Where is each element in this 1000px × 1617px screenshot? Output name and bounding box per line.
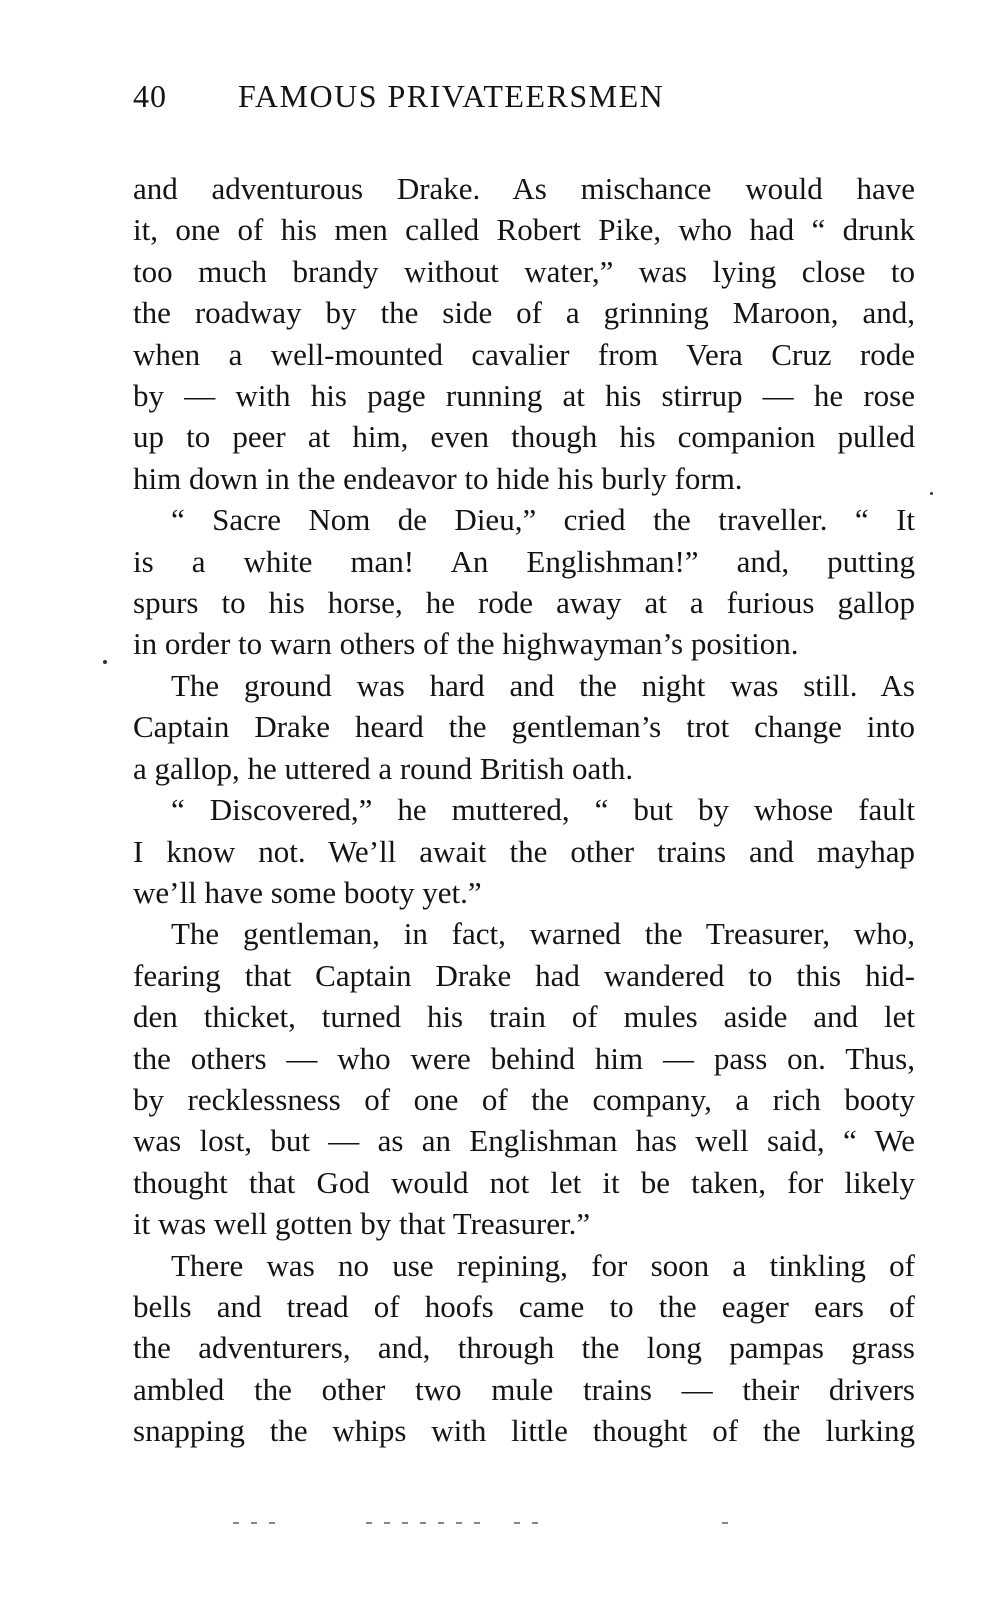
text-line: in order to warn others of the highwayman’s position. — [133, 626, 799, 662]
text-line: den thicket, turned his train of mules aside and let — [133, 999, 915, 1035]
text-line: is a white man! An Englishman!” and, putting — [133, 543, 915, 579]
text-line: “ Discovered,” he muttered, “ but by whose fault — [171, 792, 915, 828]
scan-artifact — [233, 1522, 285, 1524]
text-line: thought that God would not let it be taken, for likely — [133, 1164, 915, 1200]
text-line: spurs to his horse, he rode away at a furious gallop — [133, 585, 915, 621]
scan-artifact — [514, 1522, 544, 1524]
page-number: 40 — [133, 78, 167, 114]
text-line: the roadway by the side of a grinning Maroon, and, — [133, 295, 915, 331]
body-text — [133, 168, 915, 1452]
text-line: was lost, but — as an Englishman has well said, “ We — [133, 1123, 915, 1159]
text-line: The gentleman, in fact, warned the Treasurer, who, — [171, 916, 915, 952]
text-line: There was no use repining, for soon a tinkling of — [171, 1247, 915, 1283]
scan-artifact — [722, 1522, 732, 1524]
text-line: ambled the other two mule trains — their drivers — [133, 1371, 915, 1407]
text-line: too much brandy without water,” was lying close to — [133, 253, 915, 289]
text-line: it was well gotten by that Treasurer.” — [133, 1206, 591, 1242]
text-line: when a well-mounted cavalier from Vera Cruz rode — [133, 336, 915, 372]
ink-speck — [930, 492, 933, 495]
text-line: him down in the endeavor to hide his burly form. — [133, 460, 743, 496]
text-line: by — with his page running at his stirrup — he rose — [133, 378, 915, 414]
text-line: we’ll have some booty yet.” — [133, 874, 482, 910]
text-line: “ Sacre Nom de Dieu,” cried the traveller. “ It — [171, 502, 915, 538]
text-line: snapping the whips with little thought of the lurking — [133, 1413, 915, 1449]
running-header — [133, 78, 913, 128]
scan-artifact — [366, 1522, 486, 1524]
text-line: the others — who were behind him — pass on. Thus, — [133, 1040, 915, 1076]
text-line: fearing that Captain Drake had wandered to this hid- — [133, 957, 915, 993]
text-line: up to peer at him, even though his companion pulled — [133, 419, 915, 455]
text-line: bells and tread of hoofs came to the eager ears of — [133, 1288, 915, 1324]
text-line: I know not. We’ll await the other trains and mayhap — [133, 833, 915, 869]
running-title: FAMOUS PRIVATEERSMEN — [238, 78, 665, 114]
text-line: a gallop, he uttered a round British oath. — [133, 750, 634, 786]
text-line: Captain Drake heard the gentleman’s trot change into — [133, 709, 915, 745]
text-line: The ground was hard and the night was still. As — [171, 667, 915, 703]
text-line: and adventurous Drake. As mischance would have — [133, 171, 915, 206]
ink-speck — [103, 660, 107, 664]
text-line: the adventurers, and, through the long pampas grass — [133, 1330, 915, 1366]
text-line: it, one of his men called Robert Pike, who had “ drunk — [133, 212, 915, 248]
text-line: by recklessness of one of the company, a rich booty — [133, 1081, 915, 1117]
